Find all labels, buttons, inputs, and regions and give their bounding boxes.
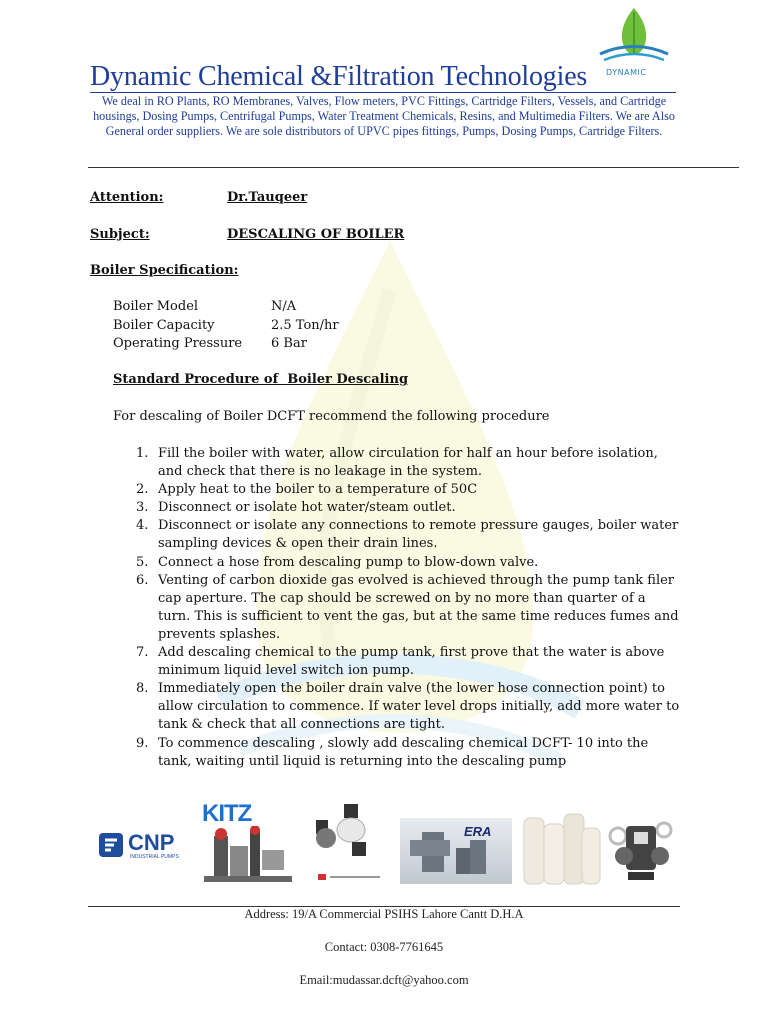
filter-cartridge-icon — [520, 810, 604, 886]
attention-label: Attention: — [90, 190, 164, 205]
partner-logos — [88, 800, 680, 888]
footer-email: Email:mudassar.dcft@yahoo.com — [299, 973, 469, 987]
dosing-pump-icon — [604, 816, 680, 886]
procedure-intro: For descaling of Boiler DCFT recommend the following procedure — [113, 409, 550, 424]
spec-key: Boiler Capacity — [113, 318, 215, 333]
spec-key: Operating Pressure — [113, 336, 243, 351]
procedure-step — [136, 445, 681, 481]
procedure-step — [136, 499, 681, 517]
company-name: Dynamic Chemical &Filtration Technologies — [90, 61, 588, 92]
subject-label: Subject: — [90, 227, 150, 242]
step-text: Venting of carbon dioxide gas evolved is achieved through the pump tank filer cap aperture. The cap should be screwed on by no more than quarter of a turn. This is sufficient to vent the gas, but at the same time reduces fumes and prevents splashes. — [158, 572, 679, 642]
pvc-fittings-icon — [400, 818, 512, 884]
step-text: Disconnect or isolate hot water/steam outlet. — [158, 500, 456, 516]
kitz-brand: KITZ — [202, 800, 252, 827]
subject-value: DESCALING OF BOILER — [227, 227, 405, 242]
attention-value: Dr.Tauqeer — [227, 190, 308, 205]
check-valve-icon — [310, 802, 388, 886]
valves-icon — [200, 826, 296, 886]
step-number: 4. — [136, 518, 149, 534]
step-text: Add descaling chemical to the pump tank, first prove that the water is above minimum liquid level switch ion pump. — [158, 645, 665, 679]
step-number: 9. — [136, 735, 149, 751]
procedure-step — [136, 680, 681, 734]
kitz-valves-photo — [200, 800, 296, 886]
procedure-step — [136, 481, 681, 499]
step-text: Fill the boiler with water, allow circulation for half an hour before isolation, and check that there is no leakage in the system. — [158, 446, 658, 480]
step-number: 7. — [136, 645, 149, 661]
company-description: We deal in RO Plants, RO Membranes, Valves, Flow meters, PVC Fittings, Cartridge Filters, Vessels, and Cartridge housings, Dosing Pumps, Centrifugal Pumps, Water Treatment Chemicals, Resins, and Multimedia Filters. We are Also General order suppliers. We are sole distributors of UPVC pipes fittings, Pumps, Dosing Pumps, Cartridge Filters. — [93, 94, 675, 139]
procedure-step — [136, 735, 681, 771]
cnp-logo — [98, 830, 198, 860]
title-underline — [90, 92, 676, 93]
spec-row — [113, 299, 296, 314]
procedure-step — [136, 644, 681, 680]
step-text: Connect a hose from descaling pump to blow-down valve. — [158, 554, 539, 570]
step-text: Disconnect or isolate any connections to remote pressure gauges, boiler water sampling devices & open their drain lines. — [158, 518, 679, 552]
footer-address: Address: 19/A Commercial PSIHS Lahore Cantt D.H.A — [244, 907, 524, 921]
step-number: 3. — [136, 500, 149, 516]
procedure-step — [136, 517, 681, 553]
procedure-steps — [136, 445, 681, 771]
procedure-step — [136, 572, 681, 644]
step-number: 5. — [136, 554, 149, 570]
step-number: 2. — [136, 482, 149, 498]
header-divider — [88, 167, 739, 168]
dosing-pump-photo — [604, 816, 680, 886]
cnp-emblem-icon — [98, 832, 124, 858]
procedure-step — [136, 554, 681, 572]
spec-value: N/A — [271, 299, 297, 314]
step-number: 6. — [136, 572, 149, 588]
era-brand: ERA — [464, 824, 492, 839]
check-valves-photo — [310, 802, 388, 886]
spec-value: 2.5 Ton/hr — [271, 318, 339, 333]
spec-row — [113, 318, 339, 333]
spec-heading: Boiler Specification: — [90, 263, 239, 278]
cartridge-filters-photo — [520, 810, 604, 886]
procedure-heading: Standard Procedure of Boiler Descaling — [113, 372, 409, 387]
footer-contact: Contact: 0308-7761645 — [324, 940, 444, 954]
cnp-brand: CNP — [128, 830, 175, 855]
spec-value: 6 Bar — [271, 336, 307, 351]
spec-row — [113, 336, 307, 351]
step-number: 8. — [136, 681, 149, 697]
step-text: To commence descaling , slowly add descaling chemical DCFT- 10 into the tank, waiting until liquid is returning into the descaling pump — [158, 735, 649, 769]
step-text: Immediately open the boiler drain valve (the lower hose connection point) to allow circulation to commence. If water level drops initially, add more water to tank & check that all connections are tight. — [158, 681, 680, 733]
cnp-subtitle: INDUSTRIAL PUMPS — [130, 854, 179, 860]
spec-key: Boiler Model — [113, 299, 199, 314]
step-text: Apply heat to the boiler to a temperature of 50C — [158, 482, 478, 498]
logo-wordmark: DYNAMIC — [606, 68, 647, 77]
era-pvc-photo — [400, 818, 512, 884]
step-number: 1. — [136, 446, 149, 461]
